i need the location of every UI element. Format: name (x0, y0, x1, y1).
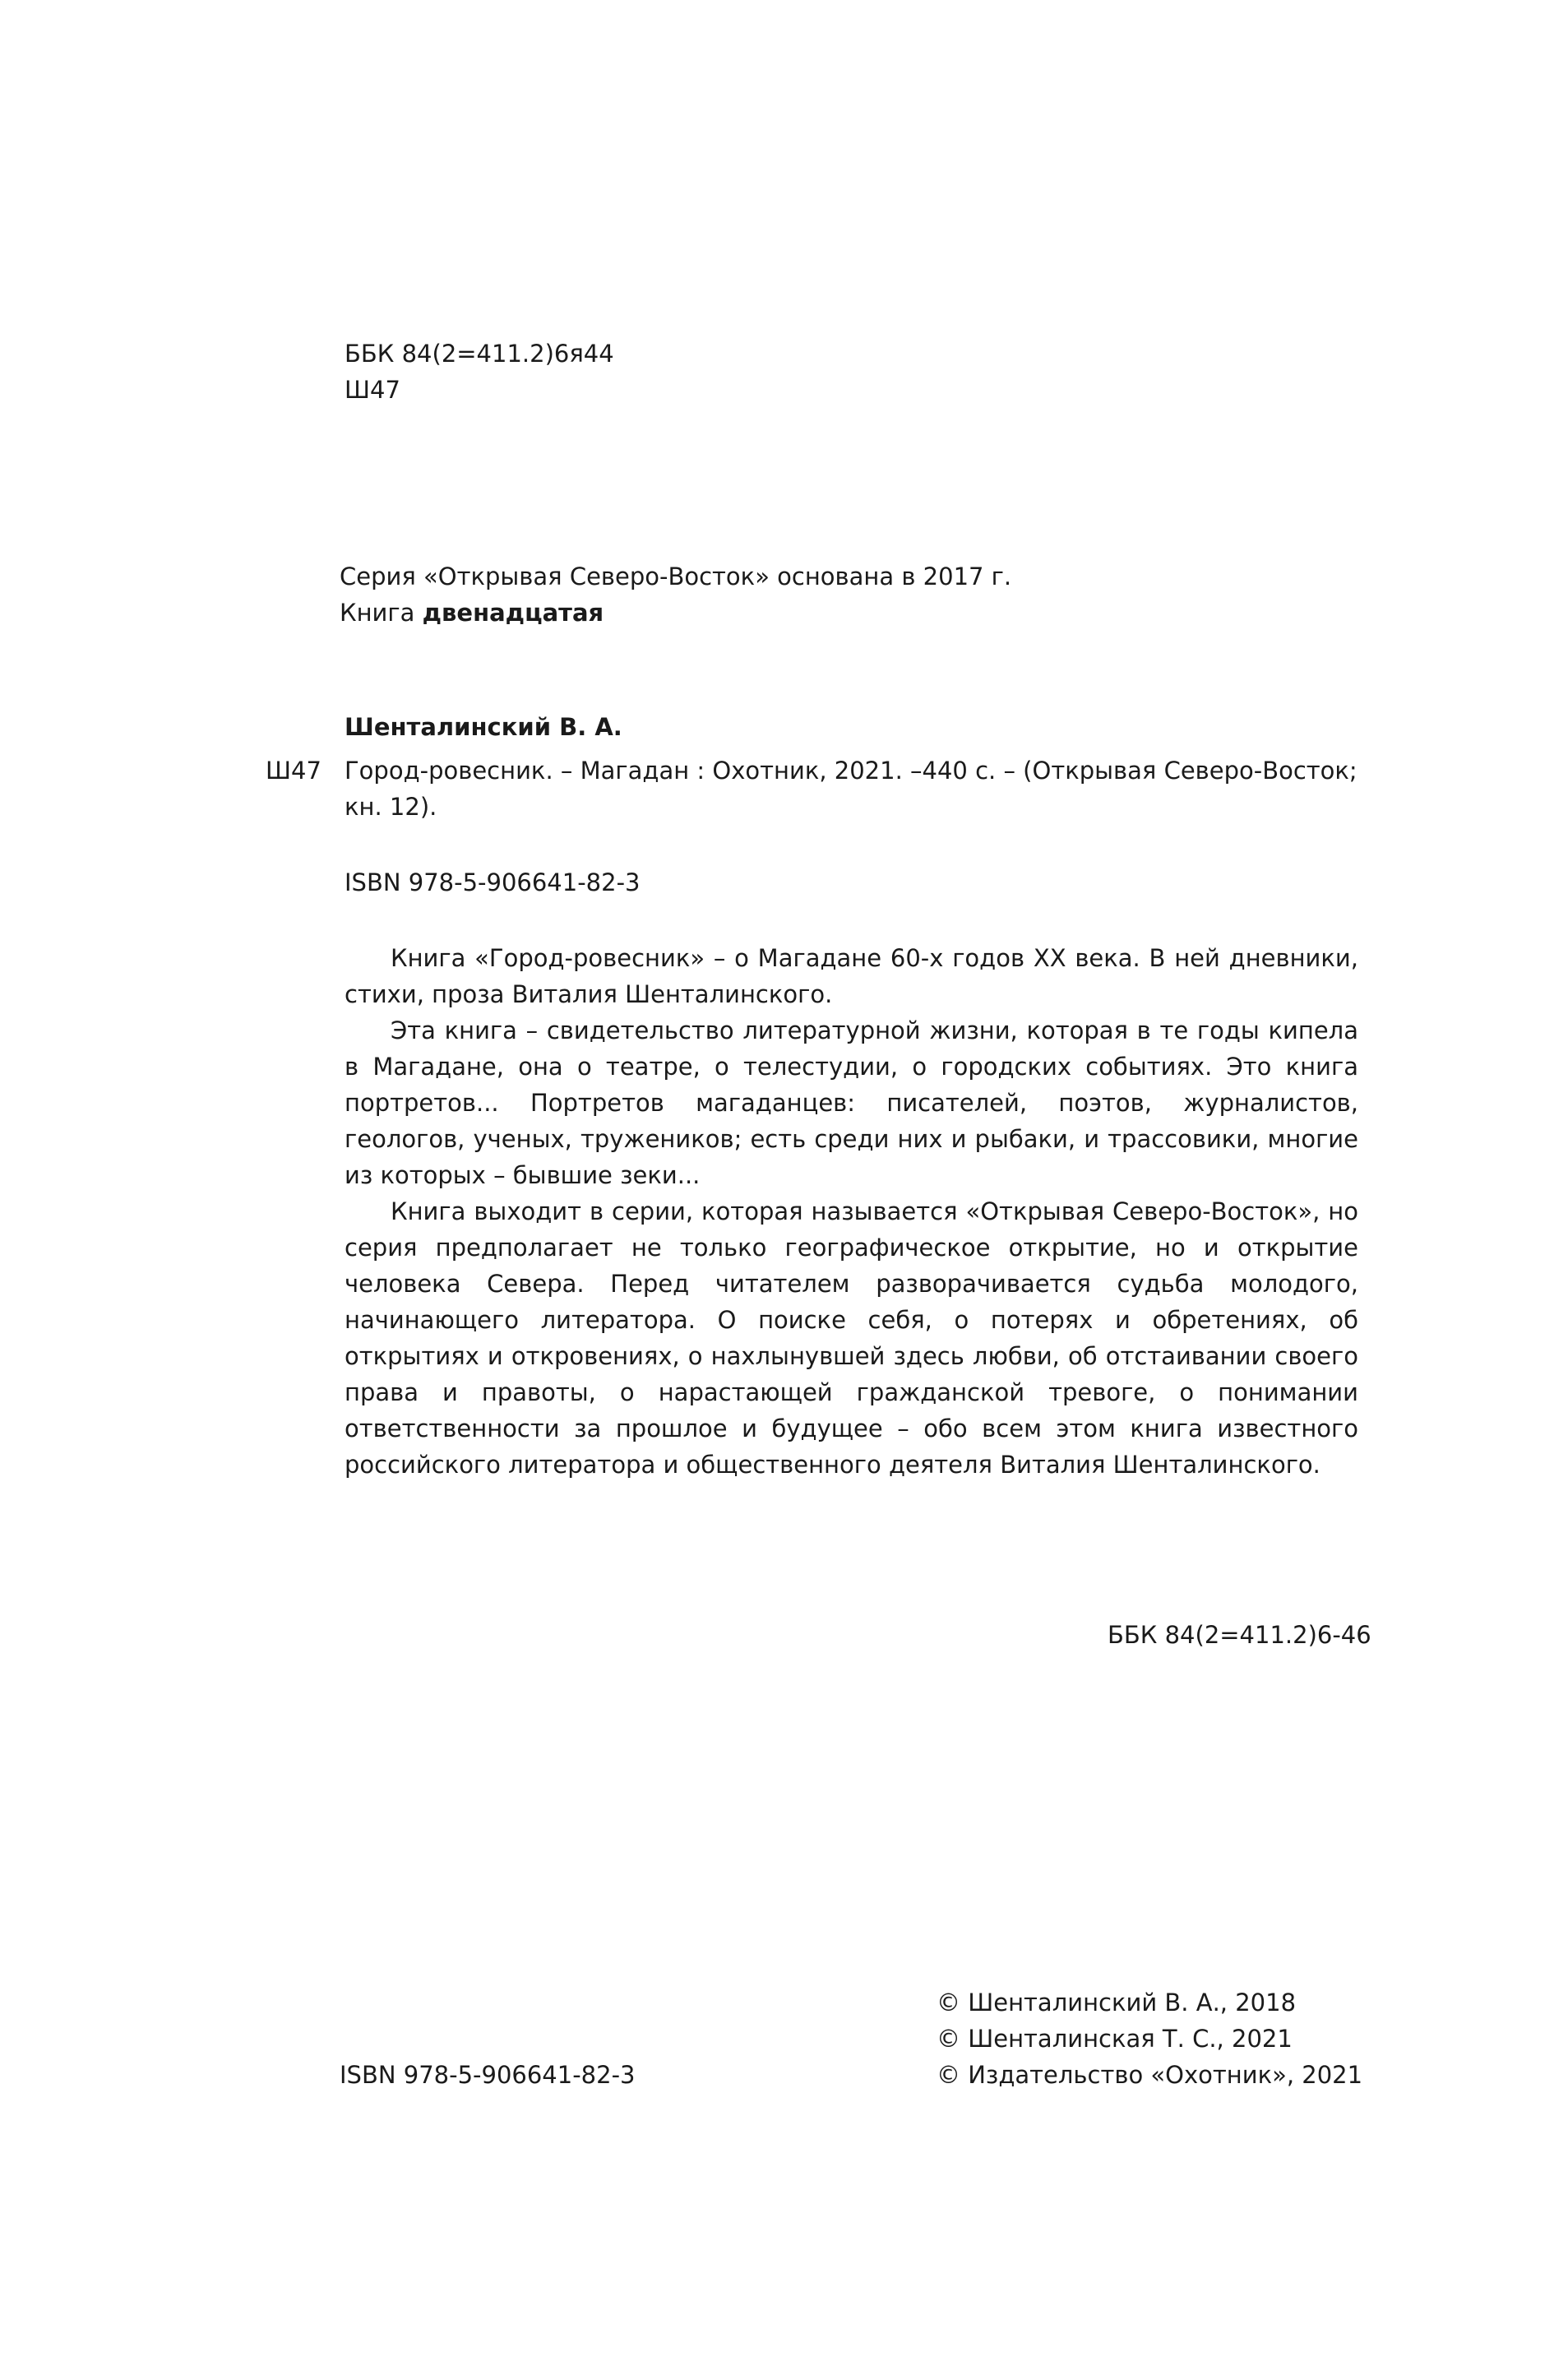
bibliographic-description (345, 752, 1357, 825)
biblio-line-1: Город-ровесник. – Магадан : Охотник, 2021. –440 с. – (Открывая Северо-Восток; (345, 757, 1357, 785)
book-number: двенадцатая (422, 599, 604, 627)
author-heading: Шенталинский В. А. (345, 713, 622, 741)
copyright-line: © Шенталинский В. А., 2018 (937, 1989, 1297, 2017)
series-info (340, 558, 1011, 631)
biblio-line-2: кн. 12). (345, 793, 437, 821)
annotation-paragraph: Эта книга – свидетельство литературной жизни, которая в те годы кипела в Магадане, она о театре, о телестудии, о городских событиях. Это книга портретов... Портретов магаданцев: писателей, поэтов, журналистов, геологов, ученых, тружеников; есть среди них и рыбаки, и трассовики, многие из которых – бывшие зеки... (345, 1016, 1358, 1189)
bbk-classification-top (345, 336, 614, 408)
annotation-paragraph: Книга «Город-ровесник» – о Магадане 60-х годов XX века. В ней дневники, стихи, проза Виталия Шенталинского. (345, 944, 1358, 1008)
isbn-bottom: ISBN 978-5-906641-82-3 (340, 2061, 636, 2089)
copyright-line: © Издательство «Охотник», 2021 (937, 2061, 1363, 2089)
record-author-mark: Ш47 (266, 757, 321, 785)
annotation-paragraph: Книга выходит в серии, которая называется «Открывая Северо-Восток», но серия предполагает не только географическое открытие, но и открытие человека Севера. Перед читателем разворачивается судьба молодого, начинающего литератора. О поиске себя, о потерях и обретениях, об открытиях и откровениях, о нахлынувшей здесь любви, об отстаивании своего права и правоты, о нарастающей гражданской тревоге, о понимании ответственности за прошлое и будущее – обо всем этом книга известного российского литератора и общественного деятеля Виталия Шенталинского. (345, 1197, 1358, 1479)
series-line: Серия «Открывая Северо-Восток» основана в 2017 г. (340, 563, 1012, 590)
annotation (345, 940, 1358, 1483)
book-number-prefix: Книга (340, 599, 423, 627)
isbn-record: ISBN 978-5-906641-82-3 (345, 868, 641, 896)
book-number-line (340, 595, 1011, 631)
copyright-line: © Шенталинская Т. С., 2021 (937, 2025, 1293, 2053)
bbk-code: ББК 84(2=411.2)6я44 (345, 340, 614, 368)
bbk-classification-bottom: ББК 84(2=411.2)6-46 (1108, 1621, 1371, 1649)
copyright-block (937, 1984, 1362, 2093)
author-mark: Ш47 (345, 376, 400, 404)
